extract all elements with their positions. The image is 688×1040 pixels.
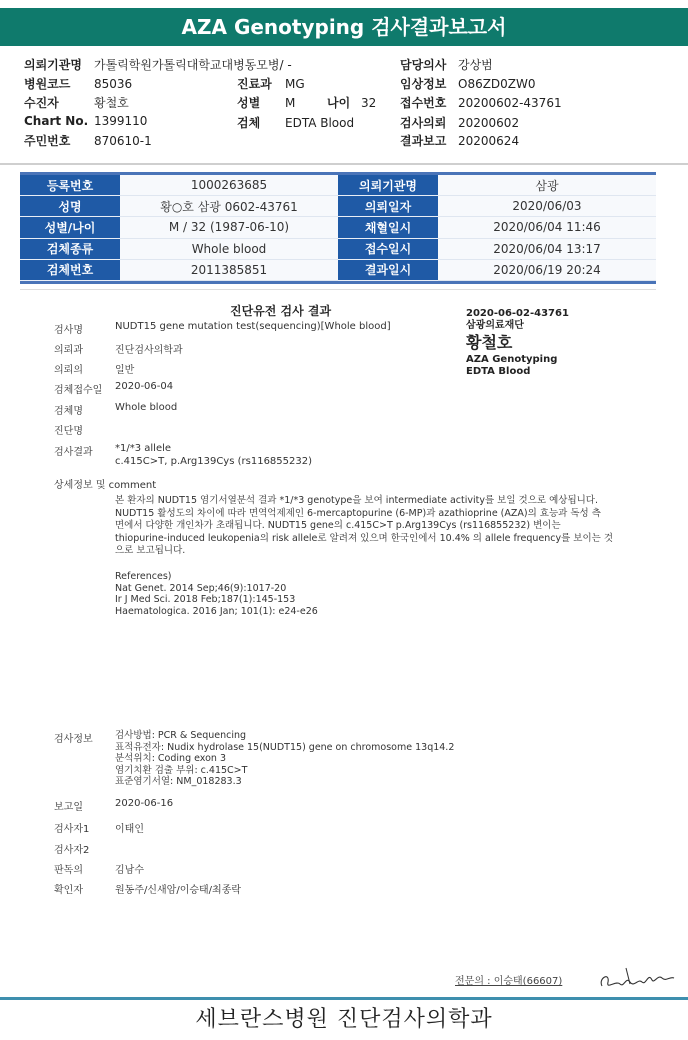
value: M [285, 96, 296, 110]
report-section-title: 진단유전 검사 결과 [230, 304, 332, 318]
reference-item: Haematologica. 2016 Jan; 101(1): e24-e26 [115, 605, 318, 617]
header-referring-org [24, 56, 292, 73]
summary-row [20, 259, 656, 280]
comment-line: NUDT15 활성도의 차이에 따라 면역억제제인 6-mercaptopurine (6-MP)과 azathioprine (AZA)의 효능과 독성 측 [115, 507, 601, 519]
summary-value: M / 32 (1987-06-10) [120, 217, 338, 238]
label: 병원코드 [24, 77, 71, 91]
sample-label-name: 황철호 [466, 333, 513, 352]
info-line: 분석위치: Coding exon 3 [115, 753, 227, 764]
value: MG [285, 77, 305, 91]
header-request [400, 114, 519, 131]
examiner2-label: 검사자2 [54, 845, 90, 856]
result-label: 검사결과 [54, 447, 93, 458]
label: 수진자 [24, 96, 59, 110]
summary-key: 성별/나이 [20, 217, 120, 238]
label: 검체 [237, 116, 261, 130]
value: 20200602-43761 [458, 96, 562, 110]
specialist-signoff: 전문의 : 이승태(66607) [455, 976, 563, 987]
comment-text [115, 495, 625, 558]
comment-line: 으로 보고됩니다. [115, 545, 186, 556]
summary-key: 성명 [20, 196, 120, 217]
requester: 진단검사의학과 [115, 345, 183, 356]
specimen-label: 검체명 [54, 406, 83, 417]
summary-value: 1000263685 [120, 175, 338, 196]
info-line: 표준염기서열: NM_018283.3 [115, 776, 242, 787]
summary-key: 채혈일시 [338, 217, 438, 238]
sample-label [466, 308, 569, 378]
summary-value: 황○호 삼광 0602-43761 [120, 196, 338, 217]
label: 검사의뢰 [400, 116, 447, 130]
summary-value: 2020/06/04 13:17 [438, 238, 656, 259]
header-receipt-no [400, 94, 562, 111]
examiner1-label: 검사자1 [54, 824, 90, 835]
summary-row [20, 196, 656, 217]
summary-key: 의뢰일자 [338, 196, 438, 217]
sample-label-org: 삼광의료재단 [466, 320, 524, 331]
references-title: References) [115, 571, 172, 582]
sample-label-specimen: EDTA Blood [466, 366, 531, 377]
comment-label: 상세정보 및 comment [54, 480, 157, 491]
result-line1: *1/*3 allele [115, 443, 172, 454]
info-label: 검사정보 [54, 734, 93, 745]
specimen: Whole blood [115, 402, 178, 413]
age-value: 32 [361, 96, 377, 110]
summary-key: 의뢰기관명 [338, 175, 438, 196]
value: 85036 [94, 77, 133, 91]
header-report [400, 132, 519, 149]
summary-key: 등록번호 [20, 175, 120, 196]
info-line: 표적유전자: Nudix hydrolase 15(NUDT15) gene on chromosome 13q14.2 [115, 741, 455, 753]
summary-value: 2020/06/03 [438, 196, 656, 217]
header-clinical [400, 75, 536, 92]
label: 접수번호 [400, 96, 447, 110]
report-date-label: 보고일 [54, 802, 83, 813]
test-name: NUDT15 gene mutation test(sequencing)[Whole blood] [115, 321, 391, 332]
test-name-label: 검사명 [54, 325, 83, 336]
value: O86ZD0ZW0 [458, 77, 536, 91]
report-title: AZA Genotyping 검사결과보고서 [0, 8, 688, 46]
label: 주민번호 [24, 134, 71, 148]
examiner1: 이태인 [115, 824, 144, 835]
test-info [115, 730, 454, 788]
label: 성별 [237, 96, 261, 110]
value: EDTA Blood [285, 116, 355, 130]
label: Chart No. [24, 114, 89, 128]
value: 870610-1 [94, 134, 152, 148]
info-line: 검사방법: PCR & Sequencing [115, 730, 247, 741]
value: 20200624 [458, 134, 520, 148]
summary-row [20, 175, 656, 196]
request-type: 일반 [115, 365, 135, 376]
header-doctor [400, 56, 493, 73]
receipt-date: 2020-06-04 [115, 381, 174, 392]
summary-value: Whole blood [120, 238, 338, 259]
label: 결과보고 [400, 134, 447, 148]
comment-line: 본 환자의 NUDT15 염기서열분석 결과 *1/*3 genotype을 보여 intermediate activity를 보일 것으로 예상됩니다. [115, 495, 598, 506]
value: 가톨릭학원가톨릭대학교대병동모병/ - [94, 58, 292, 72]
label: 의뢰기관명 [24, 58, 82, 72]
diagnosis-label: 진단명 [54, 426, 83, 437]
sample-label-id: 2020-06-02-43761 [466, 308, 569, 319]
report-date: 2020-06-16 [115, 798, 174, 809]
summary-row [20, 217, 656, 238]
comment-line: 면에서 다양한 개인차가 초래됩니다. NUDT15 gene의 c.415C>T p.Arg139Cys (rs116855232) 변이는 [115, 520, 561, 531]
header-chart [24, 114, 147, 128]
summary-key: 검체종류 [20, 238, 120, 259]
age-label: 나이 [327, 96, 351, 110]
label: 임상정보 [400, 77, 447, 91]
header-specimen [237, 114, 354, 131]
value: 1399110 [94, 114, 148, 128]
header-patient [24, 94, 129, 111]
summary-grid [20, 175, 656, 281]
reader: 김남수 [115, 865, 144, 876]
summary-value: 2020/06/19 20:24 [438, 259, 656, 280]
summary-value: 2020/06/04 11:46 [438, 217, 656, 238]
confirmer: 원동주/신새암/이승태/최종락 [115, 885, 242, 896]
summary-row [20, 238, 656, 259]
requester-label: 의뢰과 [54, 345, 83, 356]
divider [0, 163, 688, 165]
comment-line: thiopurine-induced leukopenia의 risk allele로 알려져 있으며 한국인에서 10.4% 의 allele frequency를 보이는 것 [115, 532, 614, 544]
request-type-label: 의뢰의 [54, 365, 83, 376]
header-sex [237, 94, 376, 111]
summary-key: 결과일시 [338, 259, 438, 280]
summary-table [20, 172, 656, 284]
header-hospital-code [24, 75, 132, 92]
sample-label-test: AZA Genotyping [466, 354, 558, 365]
info-line: 염기치환 검출 부위: c.415C>T [115, 764, 248, 776]
value: 20200602 [458, 116, 520, 130]
summary-key: 접수일시 [338, 238, 438, 259]
footer-department: 세브란스병원 진단검사의학과 [195, 1007, 493, 1032]
result-line2: c.415C>T, p.Arg139Cys (rs116855232) [115, 456, 313, 467]
handwritten-signature [596, 960, 676, 994]
footer-divider [0, 997, 688, 1000]
receipt-date-label: 검체접수일 [54, 385, 103, 396]
references [115, 571, 318, 617]
value: 강상범 [458, 58, 493, 72]
label: 진료과 [237, 77, 272, 91]
reference-item: Ir J Med Sci. 2018 Feb;187(1):145-153 [115, 594, 296, 605]
reader-label: 판독의 [54, 865, 83, 876]
summary-key: 검체번호 [20, 259, 120, 280]
label: 담당의사 [400, 58, 447, 72]
confirmer-label: 확인자 [54, 885, 83, 896]
header-dept [237, 75, 305, 92]
summary-value: 삼광 [438, 175, 656, 196]
header-resident [24, 132, 152, 149]
reference-item: Nat Genet. 2014 Sep;46(9):1017-20 [115, 582, 287, 594]
value: 황철호 [94, 96, 129, 110]
summary-value: 2011385851 [120, 259, 338, 280]
